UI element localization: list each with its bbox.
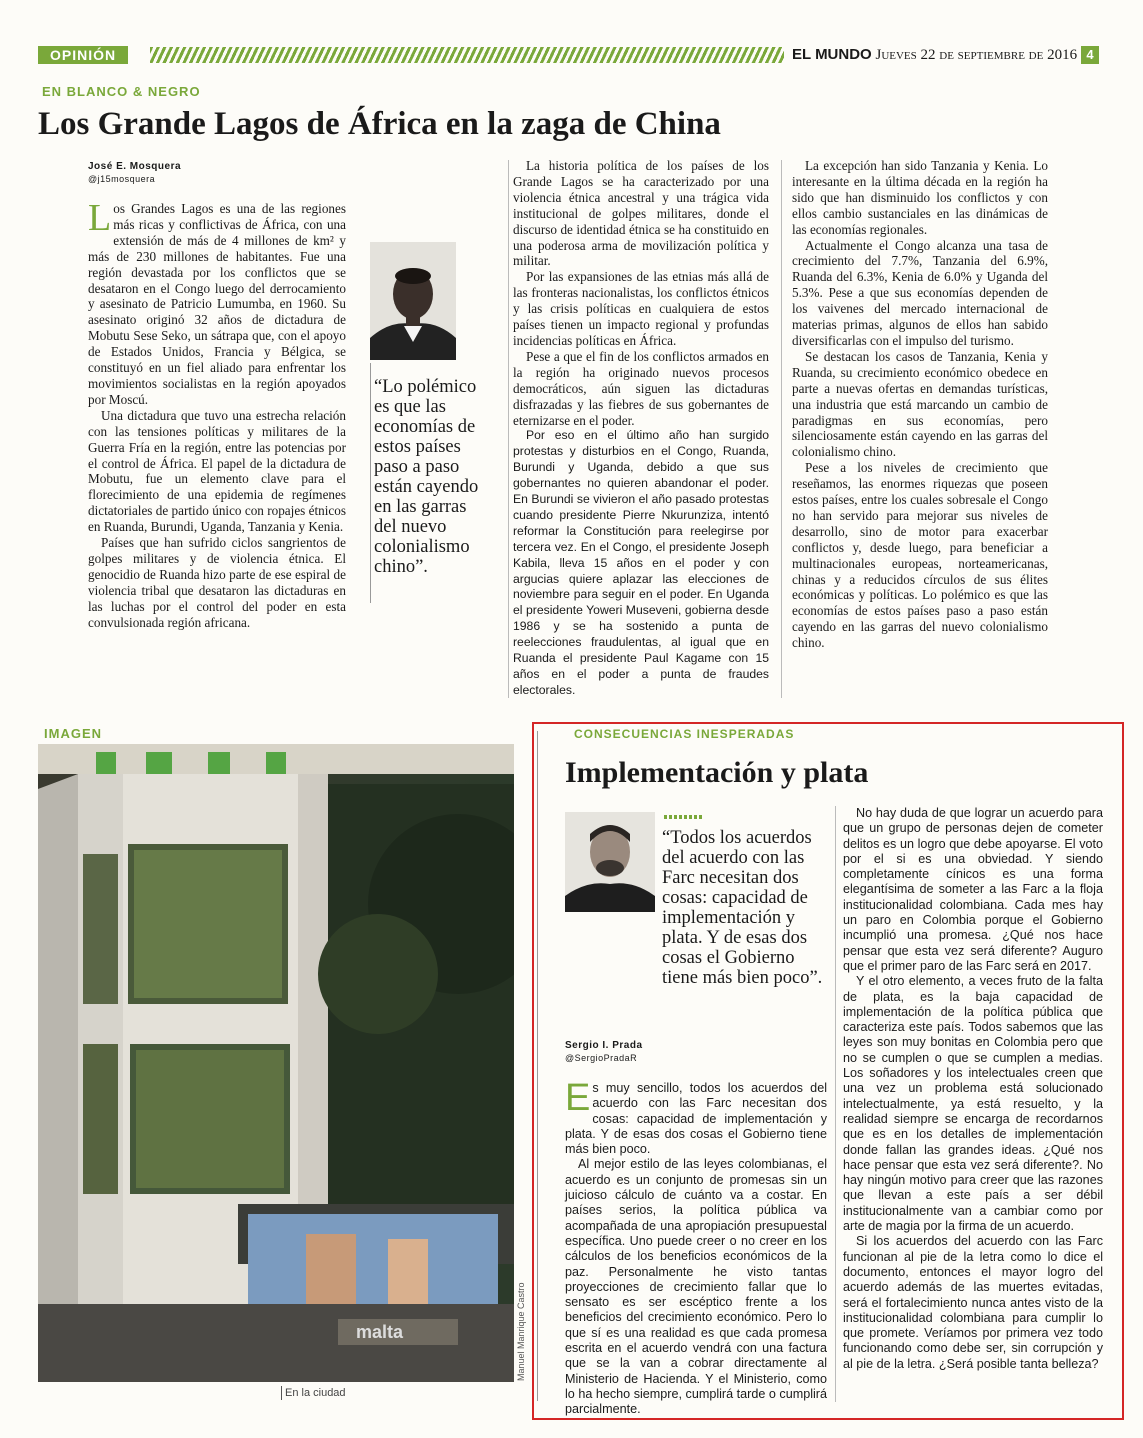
section-stripes	[150, 47, 784, 63]
article2-handle: @SergioPradaR	[565, 1053, 638, 1063]
paragraph: Pese a los niveles de crecimiento que reseñamos, las enormes riquezas que poseen estos países, entre los cuales sobresale el Congo no han servido para mejorar sus niveles de desarrollo, sino de motor para exacerbar conflictos y, desde luego, para beneficiar a multinacionales europeas, norteamericanas, chinas y a reducidos círculos de sus élites económicas y políticas. Lo polémico es que las economías de estos países paso a paso están cayendo en las garras del nuevo colonialismo chino.	[792, 460, 1048, 651]
article1-author: José E. Mosquera	[88, 161, 182, 172]
pull-quote: “Lo polémico es que las economías de estos países paso a paso están cayendo en las garras del nuevo colonialismo chino”.	[374, 377, 479, 577]
sign-text: malta	[356, 1322, 404, 1342]
masthead	[792, 45, 1077, 65]
article2-rule	[537, 731, 538, 1401]
dropcap: E	[565, 1077, 591, 1119]
paragraph: Pese a que el fin de los conflictos armados en la región ha originado nuevos procesos democráticos, aún siguen las dictaduras disfrazadas y las fiebres de sus gobernantes de eternizarse en el poder.	[513, 348, 769, 428]
article2-column-2	[843, 806, 1103, 1372]
quote-rule	[370, 363, 371, 603]
article2-title: Implementación y plata	[565, 756, 869, 789]
caption-rule	[281, 1386, 282, 1400]
paragraph: Actualmente el Congo alcanza una tasa de crecimiento del 7.7%, Tanzania del 6.9%, Ruanda del 6.3%, Kenia de 6.0% y Uganda del 5.3%. Pese a que sus economías dependen de los vaivenes del mercado internacional de materias primas, algunos de ellos han sabido diversificarlas con el impulso del turismo.	[792, 237, 1048, 348]
paper-name: EL MUNDO	[792, 46, 872, 63]
pull-quote: “Todos los acuerdos del acuerdo con las Farc necesitan dos cosas: capacidad de implementación y plata. Y de esas dos cosas el Gobierno tiene más bien poco”.	[662, 828, 823, 988]
article2-author: Sergio I. Prada	[565, 1040, 643, 1051]
paragraph: No hay duda de que lograr un acuerdo para que un grupo de personas dejen de cometer delitos es un logro que debe apoyarse. El voto por el si es una obviedad. Y siendo completamente cínicos es una forma elegantísima de someter a las Farc a la floja institucionalidad colombiana. Cada mes hay un paro en Colombia porque el Gobierno incumplió una promesa. ¿Qué nos hace pensar que esta vez será diferente? Auguro que el primer paro de las Farc será en 2017.	[843, 806, 1103, 973]
paragraph: os Grandes Lagos es una de las regiones más ricas y conflictivas de África, con una extensión de más de 4 millones de km² y más de 230 millones de habitantes. Fue una región devastada por los conflictos que se desataron en el Congo luego del derrocamiento y asesinato de Patricio Lumumba, en 1960. Su asesinato originó 32 años de dictadura de Mobutu Sese Seko, un sátrapa que, con el apoyo de Estados Unidos, Francia y Bélgica, se constituyó en un fiel aliado para enfrentar los movimientos socialistas en la región apoyados por Moscú.	[88, 201, 346, 407]
paragraph: Al mejor estilo de las leyes colombianas, el acuerdo es un conjunto de promesas sin un juicioso cálculo de cuánto va a costar. En países serios, la política pública va acompañada de una apropiación presupuestal específica. Uno puede creer o no creer en los cálculos de los beneficios económicos de la paz. Personalmente he visto tantas proyecciones de crecimiento fallar que lo sensato es ser escéptico frente a los beneficios del crecimiento económico. Pero lo que sí es una realidad es que cada promesa escrita en el acuerdo vendrá con una factura que se la van a cobrar directamente al Ministerio de Hacienda. Y el Ministerio, como lo ha hecho siempre, cumplirá tarde o cumplirá parcialmente.	[565, 1157, 827, 1417]
paragraph: Una dictadura que tuvo una estrecha relación con las tensiones políticas y militares de la Guerra Fría en la región, entre las potencias por el control de África. El papel de la dictadura de Mobutu, fue un elemento clave para el florecimiento de una epidemia de regímenes dictatoriales de partido único con ropajes étnicos en Ruanda, Burundi, Uganda, Tanzania y Kenia.	[88, 407, 346, 535]
paragraph: Países que han sufrido ciclos sangrientos de golpes militares y de violencia étnica. El genocidio de Ruanda hizo parte de ese espiral de violencia tribal que desataron las dictaduras en las luchas por el control del poder en esta convulsionada región africana.	[88, 535, 346, 630]
article2-column-1	[565, 1077, 827, 1418]
column-rule	[835, 806, 836, 1402]
article1-kicker: EN BLANCO & NEGRO	[42, 84, 201, 99]
issue-date: Jueves 22 de septiembre de 2016	[875, 47, 1078, 63]
paragraph: s muy sencillo, todos los acuerdos del acuerdo con las Farc necesitan dos cosas: capacidad de implementación y plata. Y de esas dos cosas el Gobierno tiene más bien poco.	[565, 1081, 827, 1157]
page-number: 4	[1081, 46, 1099, 64]
article1-title: Los Grande Lagos de África en la zaga de China	[38, 106, 721, 142]
article1-handle: @j15mosquera	[88, 174, 156, 184]
street-photo	[38, 744, 514, 1382]
paragraph: Se destacan los casos de Tanzania, Kenia y Ruanda, su crecimiento económico obedece en parte a nuevas ofertas en demandas turísticas, una industria que está marcando un cambio de paradigmas en sus economías, pero silenciosamente están cayendo en las garras del colonialismo chino.	[792, 348, 1048, 460]
dropcap: L	[88, 197, 112, 239]
photo-credit: Manuel Manrique Castro	[516, 1282, 526, 1381]
paragraph: Por las expansiones de las etnias más allá de las fronteras nacionalistas, los conflictos étnicos y las crisis políticas en cualquiera de estos países tienen un impacto regional y profundas incidencias políticas en África.	[513, 269, 769, 348]
paragraph: Si los acuerdos del acuerdo con las Farc funcionan al pie de la letra como lo dice el documento, entonces el mayor logro del acuerdo además de las muertes evitadas, será el fortalecimiento nunca antes visto de la institucionalidad colombiana para cumplir lo que promete. Veríamos por primera vez todo funcionando como debe ser, sin corrupción y al pie de la letra. ¿Será posible tanta belleza?	[843, 1234, 1103, 1371]
paragraph: Por eso en el último año han surgido protestas y disturbios en el Congo, Ruanda, Burundi y Uganda, debido a que sus gobernantes no quieren abandonar el poder. En Burundi se vivieron el año pasado protestas cuando presidente Pierre Nkurunziza, intentó reformar la Constitución para reelegirse por tercera vez. En el Congo, el presidente Joseph Kabila, lleva 15 años en el poder y con argucias quiere aplazar las elecciones de noviembre para seguir en el poder. En Uganda el presidente Yoweri Museveni, gobierna desde 1986 y se ha sostenido a punta de reelecciones fraudulentas, al igual que en Ruanda el presidente Paul Kagame con 15 años en el poder a punta de fraudes electorales.	[513, 428, 769, 697]
photo-caption: En la ciudad	[285, 1387, 346, 1399]
column-rule	[508, 160, 509, 698]
section-tag: OPINIÓN	[38, 46, 128, 64]
author-photo	[565, 812, 655, 912]
quote-marker	[664, 815, 704, 819]
article1-column-1	[88, 197, 346, 630]
paragraph: La historia política de los países de los Grande Lagos se ha caracterizado por una violencia étnica ancestral y una trágica vida institucional de golpes militares, donde el discurso de identidad étnica se ha constituido en una poderosa arma de movilización política y militar.	[513, 158, 769, 269]
author-photo	[370, 242, 456, 360]
column-rule	[781, 160, 782, 698]
image-kicker: IMAGEN	[44, 726, 102, 741]
article1-column-3	[792, 158, 1048, 651]
article1-column-2	[513, 158, 769, 699]
paragraph: Y el otro elemento, a veces fruto de la falta de plata, es la baja capacidad de implementación de la política pública que caracteriza este país. Todos sabemos que las leyes son muy bonitas en Colombia pero que no se cumplen o que se cumplen a medias. Los soñadores y los intelectuales creen que una vez un problema está solucionado intelectualmente, ya está resuelto, y la realidad siempre se encarga de recordarnos que es en los detalles de implementación donde fallan las grandes ideas. ¿Qué nos hace pensar que esta vez será diferente?. No hay ningún motivo para creer que las razones que llevan a este país a ser débil institucionalmente van a cambiar como por arte de magia por la firma de un acuerdo.	[843, 974, 1103, 1234]
paragraph: La excepción han sido Tanzania y Kenia. Lo interesante en la última década en la región ha sido que han disminuido los conflictos y con ellos cambio sustanciales en las dinámicas de las economías regionales.	[792, 158, 1048, 237]
article2-kicker: CONSECUENCIAS INESPERADAS	[574, 727, 795, 741]
